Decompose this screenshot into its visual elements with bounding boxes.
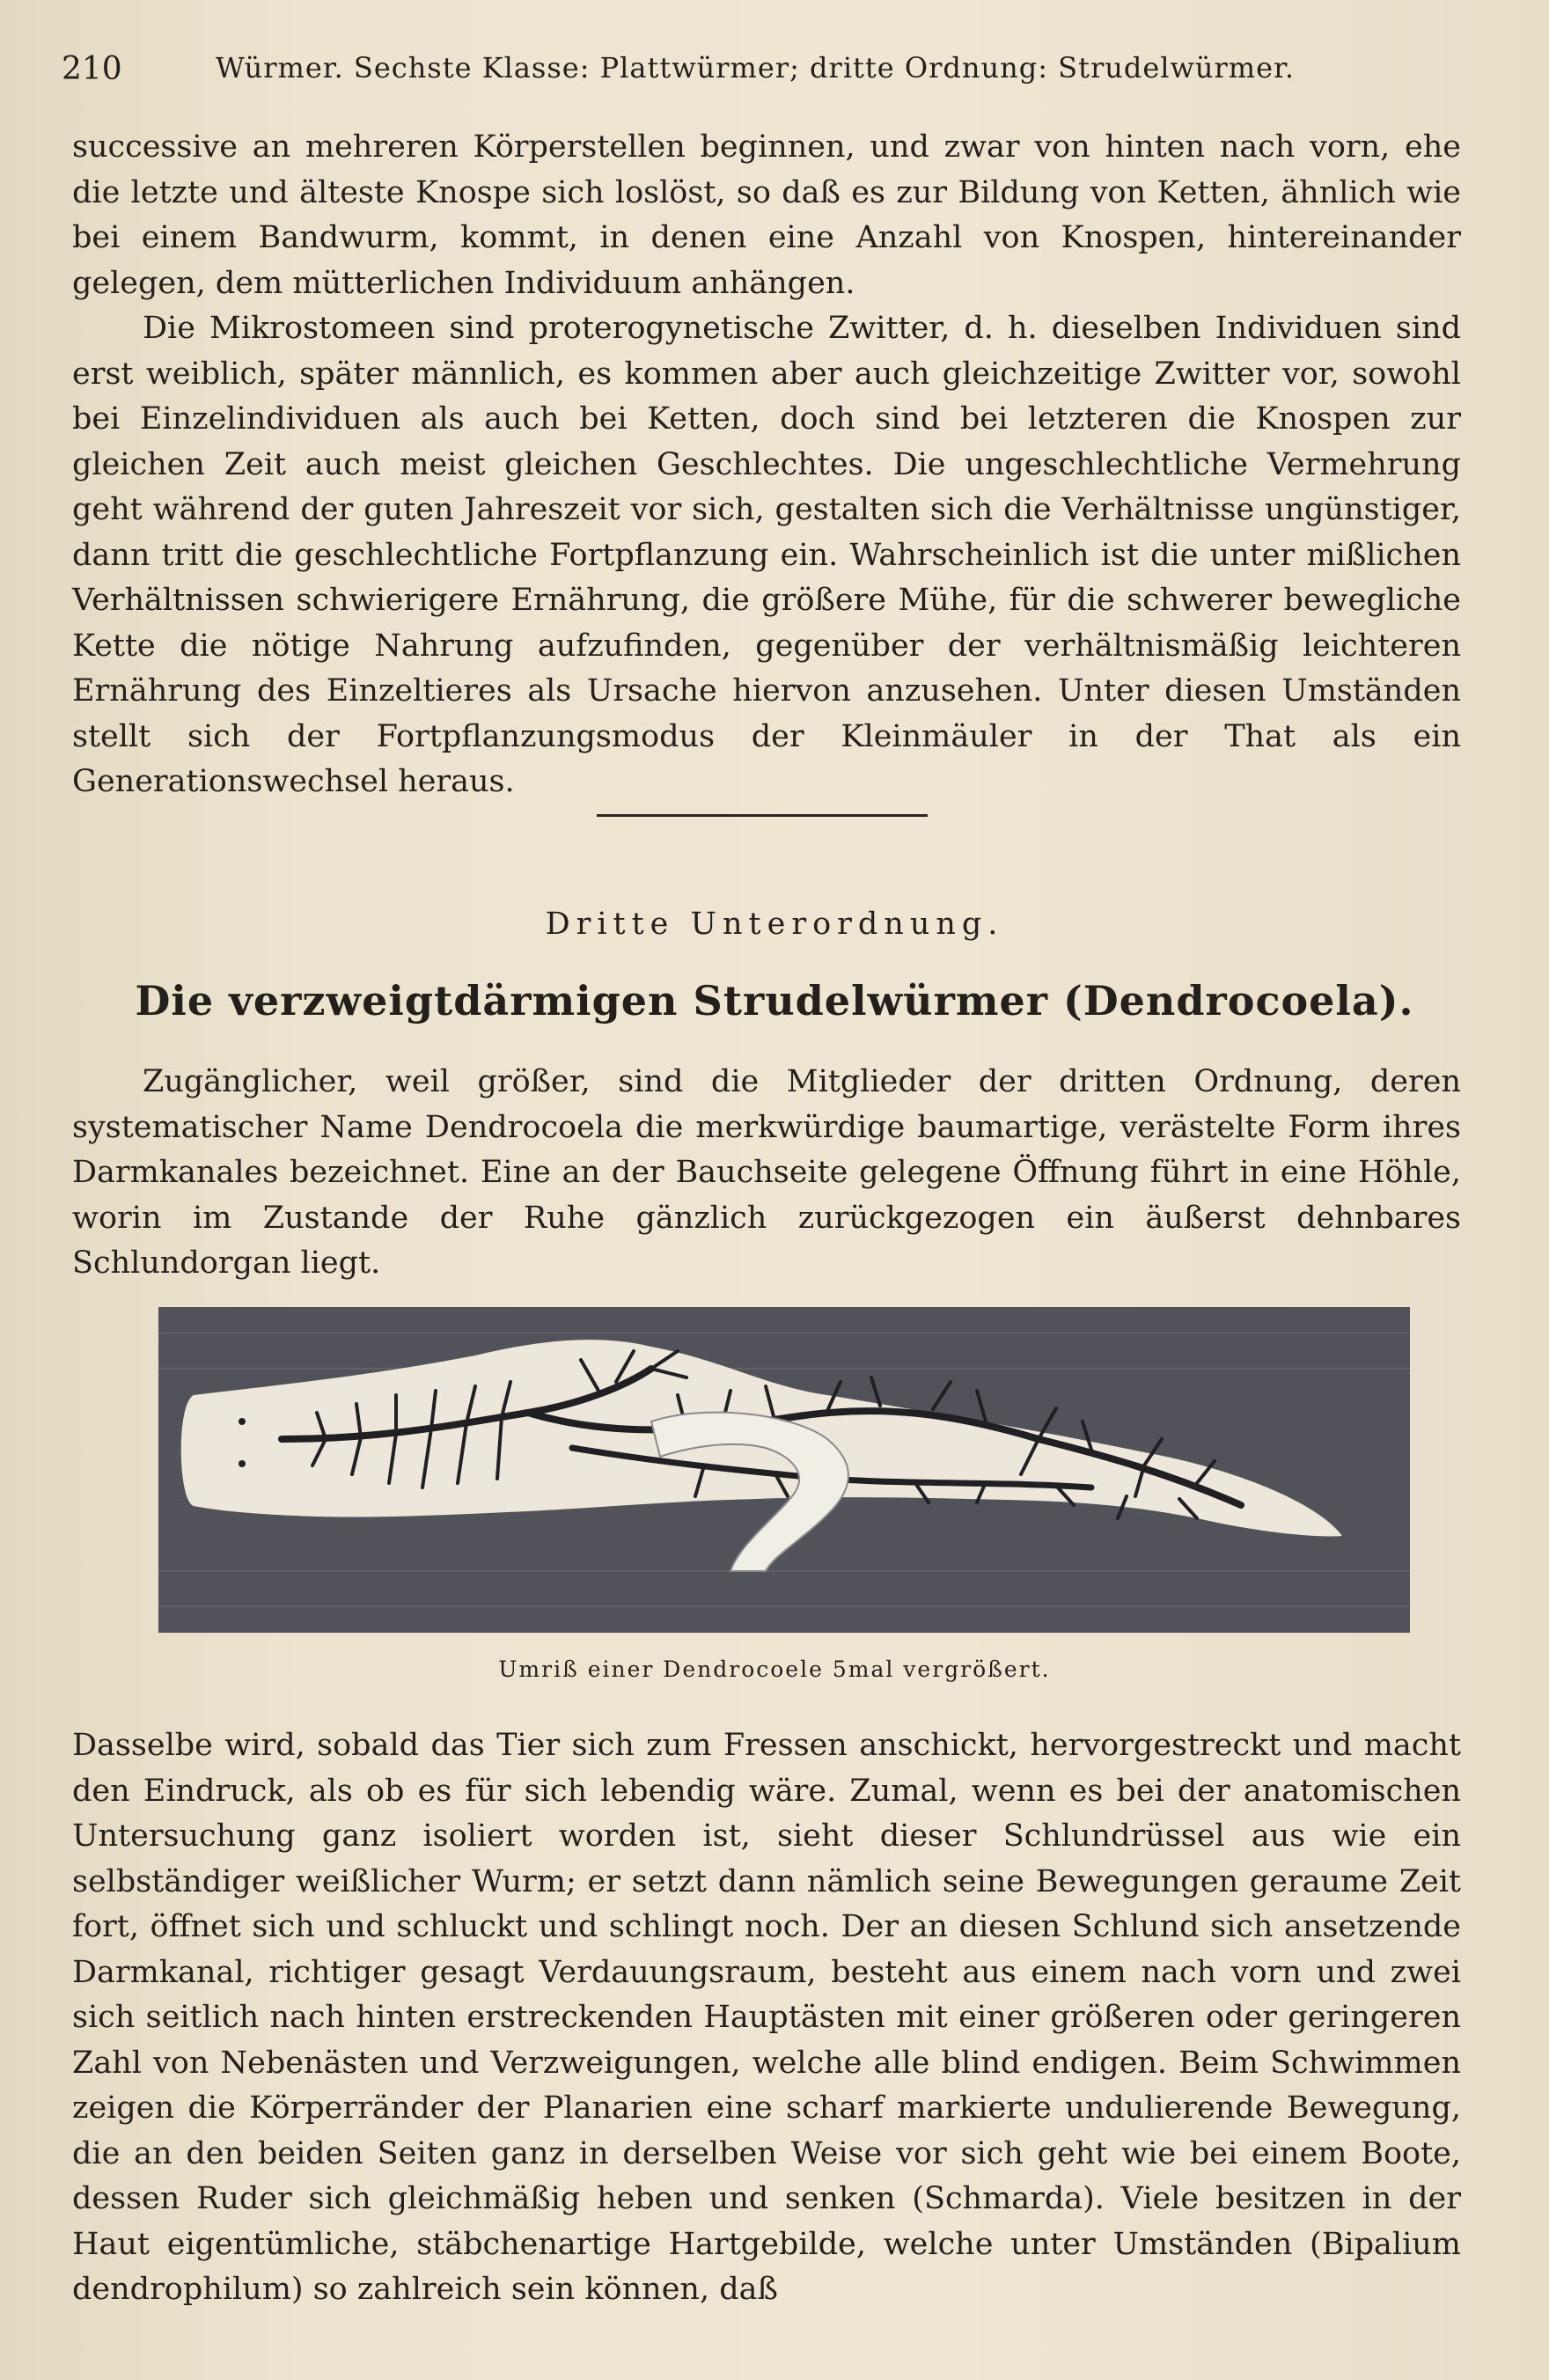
dendrocoel-illustration: [158, 1307, 1410, 1633]
section-continued: [72, 1723, 1461, 2313]
section-title: Die verzweigtdärmigen Strudelwürmer (Dendrocoela).: [135, 977, 1414, 1025]
page-number: 210: [62, 51, 122, 87]
figure-caption: Umriß einer Dendrocoele 5mal vergrößert.: [498, 1656, 1051, 1682]
section-divider: [597, 814, 928, 817]
eye-spot: [239, 1460, 246, 1467]
subheading: Dritte Unterordnung.: [545, 907, 1004, 942]
page-header: [62, 46, 1470, 99]
section-continuation: [72, 125, 1461, 805]
paragraph: Dasselbe wird, sobald das Tier sich zum Fressen anschickt, hervorgestreckt und macht den Eindruck, als ob es für sich lebendig wäre. Zumal, wenn es bei der anatomischen Untersuchung ganz isoliert worden ist, sieht dieser Schlundrüssel aus wie ein selbständiger weißlicher Wurm; er setzt dann nämlich seine Bewegungen geraume Zeit fort, öffnet sich und schluckt und schlingt noch. Der an diesen Schlund sich ansetzende Darmkanal, richtiger gesagt Verdauungsraum, besteht aus einem nach vorn und zwei sich seitlich nach hinten erstreckenden Hauptästen mit einer größeren oder geringeren Zahl von Nebenästen und Verzweigungen, welche alle blind endigen. Beim Schwimmen zeigen die Körperränder der Planarien eine scharf markierte undulierende Bewegung, die an den beiden Seiten ganz in derselben Weise vor sich geht wie bei einem Boote, dessen Ruder sich gleichmäßig heben und senken (Schmarda). Viele besitzen in der Haut eigentümliche, stäbchenartige Hartgebilde, welche unter Umständen (Bipalium dendrophilum) so zahlreich sein können, daß: [72, 1728, 1461, 2307]
paragraph: Die Mikrostomeen sind proterogynetische Zwitter, d. h. dieselben Individuen sind erst weiblich, später männlich, es kommen aber auch gleichzeitige Zwitter vor, sowohl bei Einzelindividuen als auch bei Ketten, doch sind bei letzteren die Knospen zur gleichen Zeit auch meist gleichen Geschlechtes. Die ungeschlechtliche Vermehrung geht während der guten Jahreszeit vor sich, gestalten sich die Verhältnisse ungünstiger, dann tritt die geschlechtliche Fortpflanzung ein. Wahrscheinlich ist die unter mißlichen Verhältnissen schwierigere Ernährung, die größere Mühe, für die schwerer bewegliche Kette die nötige Nahrung aufzufinden, gegenüber der verhältnismäßig leichteren Ernährung des Einzeltieres als Ursache hiervon anzusehen. Unter diesen Umständen stellt sich der Fortpflanzungsmodus der Kleinmäuler in der That als ein Generationswechsel heraus.: [72, 311, 1461, 799]
paragraph: successive an mehreren Körperstellen beginnen, und zwar von hinten nach vorn, ehe die letzte und älteste Knospe sich loslöst, so daß es zur Bildung von Ketten, ähnlich wie bei einem Bandwurm, kommt, in denen eine Anzahl von Knospen, hintereinander gelegen, dem mütterlichen Individuum anhängen.: [72, 129, 1461, 301]
paragraph: Zugänglicher, weil größer, sind die Mitglieder der dritten Ordnung, deren systematischer Name Dendrocoela die merkwürdige baumartige, verästelte Form ihres Darmkanales bezeichnet. Eine an der Bauchseite gelegene Öffnung führt in eine Höhle, worin im Zustande der Ruhe gänzlich zurückgezogen ein äußerst dehnbares Schlundorgan liegt.: [72, 1064, 1461, 1281]
eye-spot: [239, 1418, 246, 1425]
illustration-svg: [158, 1307, 1410, 1633]
running-title: Würmer. Sechste Klasse: Plattwürmer; dritte Ordnung: Strudelwürmer.: [216, 51, 1296, 84]
section-intro: [72, 1060, 1461, 1287]
